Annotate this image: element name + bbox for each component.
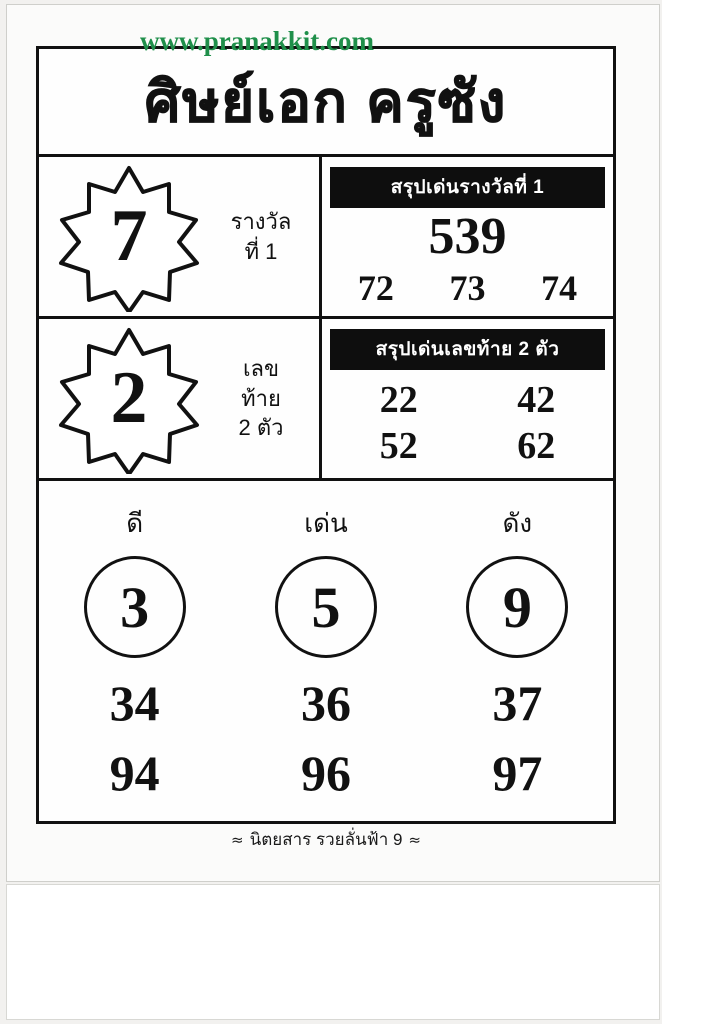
footer-credit — [36, 826, 616, 853]
lucky-circle: 9 — [466, 556, 568, 658]
prize-row-1-triple-item: 72 — [357, 267, 394, 308]
prize-row-1-right — [322, 157, 613, 316]
starburst-number-2: 2 — [110, 357, 148, 439]
title-band — [39, 49, 613, 157]
prize-row-2-bar-title: สรุปเด่นเลขท้าย 2 ตัว — [330, 329, 605, 370]
scan-right-margin — [662, 0, 724, 1024]
lucky-headers — [39, 503, 613, 544]
prize-row-1-bar-title: สรุปเด่นรางวัลที่ 1 — [330, 167, 605, 208]
lucky-circles — [39, 556, 613, 658]
prize-row-2-left — [39, 319, 322, 478]
prize-row-2 — [39, 319, 613, 481]
prize-row-2-pair-item: 42 — [517, 379, 556, 421]
lucky-number: 34 — [109, 675, 160, 731]
lucky-numbers-section — [39, 481, 613, 821]
prize-row-1-triple-item: 73 — [449, 267, 486, 308]
prize-row-2-label-line3: 2 ตัว — [238, 415, 284, 441]
lottery-card — [36, 46, 616, 824]
starburst-number-1: 7 — [110, 195, 148, 277]
prize-row-1-label — [209, 207, 319, 266]
prize-row-1-label-line2: ที่ 1 — [244, 238, 278, 264]
lucky-number: 97 — [492, 745, 543, 801]
prize-row-2-label-line1: เลข — [242, 355, 280, 381]
prize-row-2-label-line2: ท้าย — [241, 385, 281, 411]
prize-row-2-pair-item: 22 — [379, 379, 418, 421]
page-title: ศิษย์เอก ครูซัง — [144, 70, 508, 133]
lucky-number: 37 — [492, 675, 543, 731]
scan-bottom-strip — [6, 884, 660, 1020]
footer-deco-left-icon: ≈ — [231, 831, 244, 849]
prize-row-1-triple-item: 74 — [541, 267, 578, 308]
lucky-number-row-1 — [39, 674, 613, 732]
prize-row-1-label-line1: รางวัล — [230, 208, 292, 234]
prize-row-2-label — [209, 354, 319, 443]
starburst-badge-2 — [49, 324, 209, 474]
lucky-number: 96 — [300, 745, 351, 801]
watermark-url: www.pranakkit.com — [140, 26, 375, 56]
lucky-header-item: เด่น — [304, 508, 348, 538]
lucky-number-row-2 — [39, 744, 613, 802]
lucky-circle: 5 — [275, 556, 377, 658]
footer-credit-text: นิตยสาร รวยลั่นฟ้า 9 — [249, 830, 403, 849]
prize-row-2-right — [322, 319, 613, 478]
prize-row-2-pair-item: 52 — [379, 425, 418, 467]
prize-row-1-main-number: 539 — [428, 208, 507, 265]
lucky-header-item: ดี — [126, 508, 144, 538]
prize-row-1 — [39, 157, 613, 319]
starburst-badge-1 — [49, 162, 209, 312]
footer-deco-right-icon: ≈ — [408, 831, 421, 849]
lucky-number: 36 — [300, 675, 351, 731]
lucky-circle: 3 — [84, 556, 186, 658]
prize-row-2-pairs — [330, 378, 605, 468]
lucky-number: 94 — [109, 745, 160, 801]
prize-row-1-left — [39, 157, 322, 316]
prize-row-2-pair-item: 62 — [517, 425, 556, 467]
lucky-header-item: ดัง — [502, 508, 533, 538]
prize-row-1-triple — [330, 267, 605, 309]
